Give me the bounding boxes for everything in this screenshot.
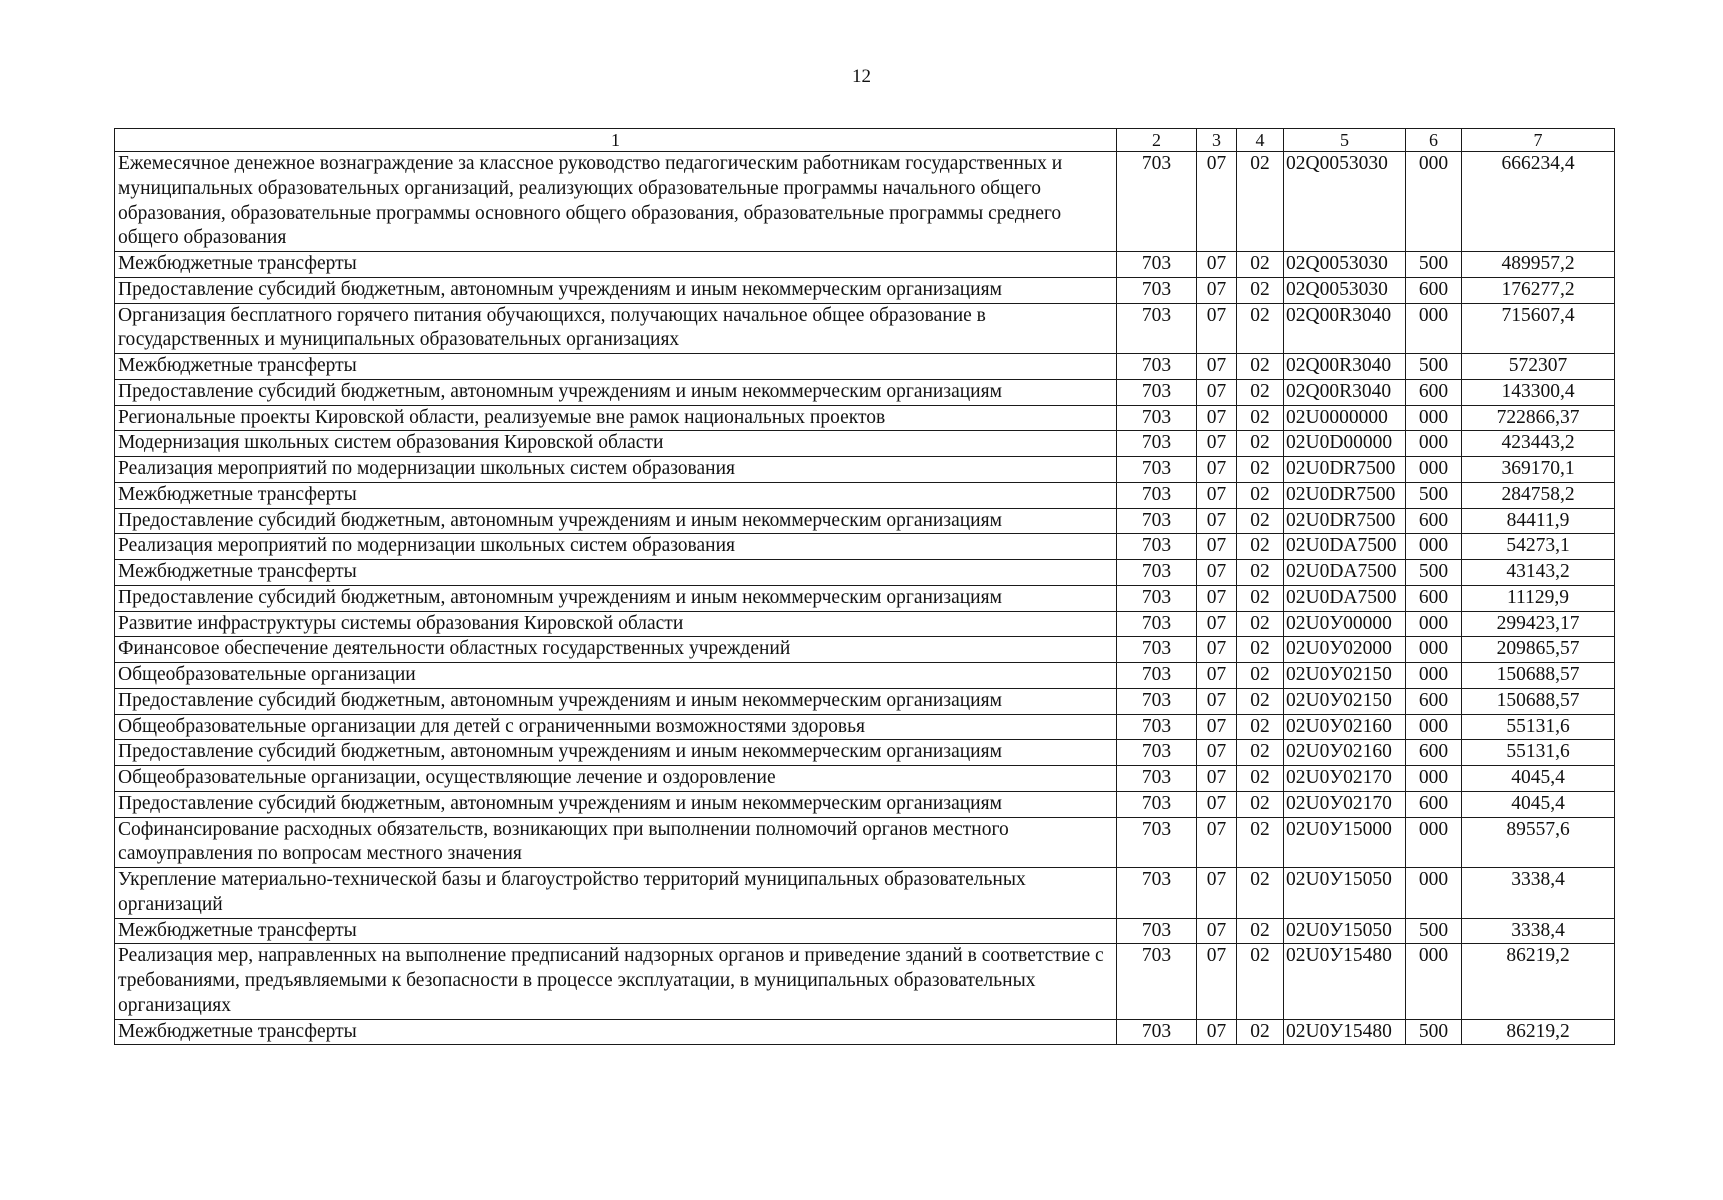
table-row [115,431,1615,457]
table-row [115,303,1615,354]
cell-col5: 02U0У02000 [1284,637,1406,663]
cell-col4: 02 [1237,379,1284,405]
cell-col2: 703 [1117,482,1197,508]
row-name-cell: Межбюджетные трансферты [115,1019,1117,1045]
cell-col2: 703 [1117,534,1197,560]
cell-col3: 07 [1197,868,1237,919]
cell-col5: 02Q00R3040 [1284,354,1406,380]
cell-col5: 02U0У02170 [1284,791,1406,817]
cell-col6: 500 [1406,1019,1462,1045]
table-row [115,766,1615,792]
cell-col7: 572307 [1462,354,1615,380]
table-row [115,663,1615,689]
cell-col6: 000 [1406,431,1462,457]
cell-col4: 02 [1237,354,1284,380]
cell-col6: 500 [1406,918,1462,944]
cell-col7: 715607,4 [1462,303,1615,354]
cell-col3: 07 [1197,508,1237,534]
row-name-cell: Финансовое обеспечение деятельности областных государственных учреждений [115,637,1117,663]
cell-col2: 703 [1117,457,1197,483]
column-header: 3 [1197,129,1237,152]
cell-col4: 02 [1237,303,1284,354]
cell-col5: 02U0У15050 [1284,918,1406,944]
page-number: 12 [852,66,871,87]
cell-col5: 02U0У02160 [1284,740,1406,766]
cell-col3: 07 [1197,663,1237,689]
cell-col6: 000 [1406,303,1462,354]
cell-col6: 000 [1406,457,1462,483]
column-header: 2 [1117,129,1197,152]
cell-col6: 500 [1406,354,1462,380]
cell-col6: 000 [1406,944,1462,1019]
cell-col3: 07 [1197,1019,1237,1045]
cell-col7: 43143,2 [1462,560,1615,586]
cell-col4: 02 [1237,944,1284,1019]
table-row [115,740,1615,766]
table-row [115,611,1615,637]
table-row [115,482,1615,508]
cell-col7: 489957,2 [1462,252,1615,278]
cell-col2: 703 [1117,405,1197,431]
cell-col7: 722866,37 [1462,405,1615,431]
row-name-cell: Межбюджетные трансферты [115,560,1117,586]
cell-col7: 4045,4 [1462,766,1615,792]
cell-col6: 000 [1406,637,1462,663]
cell-col2: 703 [1117,868,1197,919]
table-row [115,152,1615,252]
cell-col5: 02U0У02160 [1284,714,1406,740]
table-row [115,817,1615,868]
cell-col6: 600 [1406,585,1462,611]
cell-col7: 369170,1 [1462,457,1615,483]
row-name-cell: Предоставление субсидий бюджетным, автономным учреждениям и иным некоммерческим организациям [115,791,1117,817]
cell-col4: 02 [1237,817,1284,868]
row-name-cell: Общеобразовательные организации для детей с ограниченными возможностями здоровья [115,714,1117,740]
cell-col4: 02 [1237,663,1284,689]
table-row [115,560,1615,586]
table-body [115,152,1615,1045]
cell-col3: 07 [1197,431,1237,457]
cell-col4: 02 [1237,508,1284,534]
table-row [115,585,1615,611]
cell-col5: 02U0DA7500 [1284,585,1406,611]
cell-col4: 02 [1237,714,1284,740]
cell-col4: 02 [1237,637,1284,663]
cell-col6: 000 [1406,766,1462,792]
cell-col7: 176277,2 [1462,277,1615,303]
cell-col2: 703 [1117,766,1197,792]
cell-col7: 150688,57 [1462,688,1615,714]
cell-col3: 07 [1197,611,1237,637]
cell-col4: 02 [1237,611,1284,637]
table-row [115,252,1615,278]
cell-col6: 500 [1406,560,1462,586]
cell-col4: 02 [1237,277,1284,303]
cell-col2: 703 [1117,791,1197,817]
cell-col5: 02U0DR7500 [1284,457,1406,483]
row-name-cell: Межбюджетные трансферты [115,918,1117,944]
column-header: 6 [1406,129,1462,152]
cell-col3: 07 [1197,457,1237,483]
cell-col6: 600 [1406,740,1462,766]
table-row [115,405,1615,431]
row-name-cell: Предоставление субсидий бюджетным, автономным учреждениям и иным некоммерческим организациям [115,508,1117,534]
cell-col2: 703 [1117,688,1197,714]
row-name-cell: Софинансирование расходных обязательств, возникающих при выполнении полномочий органов местного самоуправления по вопросам местного значения [115,817,1117,868]
cell-col7: 3338,4 [1462,918,1615,944]
cell-col4: 02 [1237,431,1284,457]
cell-col4: 02 [1237,791,1284,817]
column-header: 7 [1462,129,1615,152]
cell-col3: 07 [1197,277,1237,303]
row-name-cell: Межбюджетные трансферты [115,354,1117,380]
cell-col7: 150688,57 [1462,663,1615,689]
cell-col6: 000 [1406,405,1462,431]
cell-col7: 89557,6 [1462,817,1615,868]
cell-col3: 07 [1197,688,1237,714]
row-name-cell: Межбюджетные трансферты [115,482,1117,508]
cell-col3: 07 [1197,354,1237,380]
cell-col4: 02 [1237,868,1284,919]
cell-col2: 703 [1117,714,1197,740]
cell-col5: 02U0DA7500 [1284,534,1406,560]
cell-col4: 02 [1237,585,1284,611]
cell-col2: 703 [1117,611,1197,637]
column-header: 4 [1237,129,1284,152]
cell-col5: 02U0У02170 [1284,766,1406,792]
cell-col6: 600 [1406,508,1462,534]
cell-col7: 84411,9 [1462,508,1615,534]
row-name-cell: Межбюджетные трансферты [115,252,1117,278]
cell-col5: 02U0D00000 [1284,431,1406,457]
table-row [115,379,1615,405]
row-name-cell: Общеобразовательные организации, осуществляющие лечение и оздоровление [115,766,1117,792]
cell-col2: 703 [1117,303,1197,354]
cell-col2: 703 [1117,817,1197,868]
cell-col6: 000 [1406,868,1462,919]
cell-col2: 703 [1117,663,1197,689]
cell-col6: 600 [1406,379,1462,405]
cell-col4: 02 [1237,482,1284,508]
cell-col2: 703 [1117,152,1197,252]
cell-col5: 02U0У15480 [1284,1019,1406,1045]
cell-col5: 02U0DR7500 [1284,508,1406,534]
cell-col4: 02 [1237,457,1284,483]
cell-col4: 02 [1237,766,1284,792]
cell-col5: 02U0У15050 [1284,868,1406,919]
cell-col5: 02U0У02150 [1284,688,1406,714]
table-row [115,714,1615,740]
row-name-cell: Укрепление материально-технической базы и благоустройство территорий муниципальных образовательных организаций [115,868,1117,919]
cell-col4: 02 [1237,918,1284,944]
table-row [115,791,1615,817]
row-name-cell: Развитие инфраструктуры системы образования Кировской области [115,611,1117,637]
cell-col3: 07 [1197,944,1237,1019]
cell-col5: 02U0DR7500 [1284,482,1406,508]
cell-col6: 000 [1406,714,1462,740]
row-name-cell: Реализация мероприятий по модернизации школьных систем образования [115,534,1117,560]
table-row [115,534,1615,560]
budget-table [114,128,1615,1045]
cell-col7: 54273,1 [1462,534,1615,560]
cell-col6: 000 [1406,663,1462,689]
cell-col3: 07 [1197,740,1237,766]
cell-col3: 07 [1197,817,1237,868]
cell-col3: 07 [1197,637,1237,663]
cell-col5: 02U0У02150 [1284,663,1406,689]
table-row [115,918,1615,944]
cell-col7: 4045,4 [1462,791,1615,817]
row-name-cell: Реализация мероприятий по модернизации школьных систем образования [115,457,1117,483]
column-header: 1 [115,129,1117,152]
cell-col3: 07 [1197,303,1237,354]
cell-col2: 703 [1117,944,1197,1019]
cell-col3: 07 [1197,766,1237,792]
table-row [115,354,1615,380]
cell-col2: 703 [1117,431,1197,457]
header-row [115,129,1615,152]
cell-col3: 07 [1197,482,1237,508]
cell-col2: 703 [1117,740,1197,766]
cell-col2: 703 [1117,508,1197,534]
cell-col6: 500 [1406,482,1462,508]
cell-col5: 02Q0053030 [1284,152,1406,252]
table-row [115,1019,1615,1045]
cell-col5: 02Q0053030 [1284,277,1406,303]
row-name-cell: Общеобразовательные организации [115,663,1117,689]
cell-col7: 284758,2 [1462,482,1615,508]
cell-col5: 02U0DA7500 [1284,560,1406,586]
cell-col2: 703 [1117,560,1197,586]
table-row [115,868,1615,919]
row-name-cell: Предоставление субсидий бюджетным, автономным учреждениям и иным некоммерческим организациям [115,688,1117,714]
table-row [115,277,1615,303]
cell-col6: 500 [1406,252,1462,278]
column-header: 5 [1284,129,1406,152]
cell-col5: 02Q00R3040 [1284,379,1406,405]
cell-col6: 600 [1406,277,1462,303]
cell-col7: 55131,6 [1462,740,1615,766]
row-name-cell: Предоставление субсидий бюджетным, автономным учреждениям и иным некоммерческим организациям [115,740,1117,766]
row-name-cell: Модернизация школьных систем образования Кировской области [115,431,1117,457]
cell-col6: 000 [1406,534,1462,560]
cell-col6: 000 [1406,817,1462,868]
cell-col3: 07 [1197,534,1237,560]
cell-col3: 07 [1197,405,1237,431]
cell-col5: 02Q0053030 [1284,252,1406,278]
cell-col3: 07 [1197,585,1237,611]
cell-col7: 11129,9 [1462,585,1615,611]
cell-col4: 02 [1237,152,1284,252]
table-row [115,637,1615,663]
table-row [115,508,1615,534]
cell-col6: 000 [1406,152,1462,252]
cell-col7: 143300,4 [1462,379,1615,405]
cell-col5: 02U0У15000 [1284,817,1406,868]
cell-col4: 02 [1237,1019,1284,1045]
cell-col3: 07 [1197,791,1237,817]
table-row [115,688,1615,714]
cell-col3: 07 [1197,379,1237,405]
cell-col2: 703 [1117,918,1197,944]
cell-col3: 07 [1197,714,1237,740]
row-name-cell: Региональные проекты Кировской области, реализуемые вне рамок национальных проектов [115,405,1117,431]
cell-col7: 299423,17 [1462,611,1615,637]
cell-col7: 86219,2 [1462,1019,1615,1045]
cell-col5: 02Q00R3040 [1284,303,1406,354]
row-name-cell: Ежемесячное денежное вознаграждение за классное руководство педагогическим работникам государственных и муниципальных образовательных организаций, реализующих образовательные программы начального общего образования, образовательные программы основного общего образования, образовательные программы среднего общего образования [115,152,1117,252]
cell-col4: 02 [1237,534,1284,560]
cell-col2: 703 [1117,1019,1197,1045]
row-name-cell: Предоставление субсидий бюджетным, автономным учреждениям и иным некоммерческим организациям [115,277,1117,303]
cell-col7: 423443,2 [1462,431,1615,457]
cell-col4: 02 [1237,252,1284,278]
cell-col7: 86219,2 [1462,944,1615,1019]
cell-col7: 209865,57 [1462,637,1615,663]
cell-col2: 703 [1117,637,1197,663]
cell-col3: 07 [1197,252,1237,278]
cell-col3: 07 [1197,918,1237,944]
cell-col5: 02U0У00000 [1284,611,1406,637]
row-name-cell: Организация бесплатного горячего питания обучающихся, получающих начальное общее образование в государственных и муниципальных образовательных организациях [115,303,1117,354]
cell-col7: 666234,4 [1462,152,1615,252]
cell-col2: 703 [1117,252,1197,278]
cell-col7: 3338,4 [1462,868,1615,919]
cell-col5: 02U0000000 [1284,405,1406,431]
cell-col4: 02 [1237,688,1284,714]
cell-col2: 703 [1117,277,1197,303]
cell-col5: 02U0У15480 [1284,944,1406,1019]
table-row [115,457,1615,483]
cell-col3: 07 [1197,560,1237,586]
row-name-cell: Реализация мер, направленных на выполнение предписаний надзорных органов и приведение зданий в соответствие с требованиями, предъявляемыми к безопасности в процессе эксплуатации, в муниципальных образовательных организациях [115,944,1117,1019]
cell-col2: 703 [1117,379,1197,405]
cell-col6: 600 [1406,688,1462,714]
cell-col6: 000 [1406,611,1462,637]
cell-col4: 02 [1237,740,1284,766]
cell-col3: 07 [1197,152,1237,252]
row-name-cell: Предоставление субсидий бюджетным, автономным учреждениям и иным некоммерческим организациям [115,585,1117,611]
cell-col6: 600 [1406,791,1462,817]
cell-col2: 703 [1117,585,1197,611]
table-row [115,944,1615,1019]
cell-col4: 02 [1237,405,1284,431]
cell-col4: 02 [1237,560,1284,586]
cell-col7: 55131,6 [1462,714,1615,740]
cell-col2: 703 [1117,354,1197,380]
row-name-cell: Предоставление субсидий бюджетным, автономным учреждениям и иным некоммерческим организациям [115,379,1117,405]
